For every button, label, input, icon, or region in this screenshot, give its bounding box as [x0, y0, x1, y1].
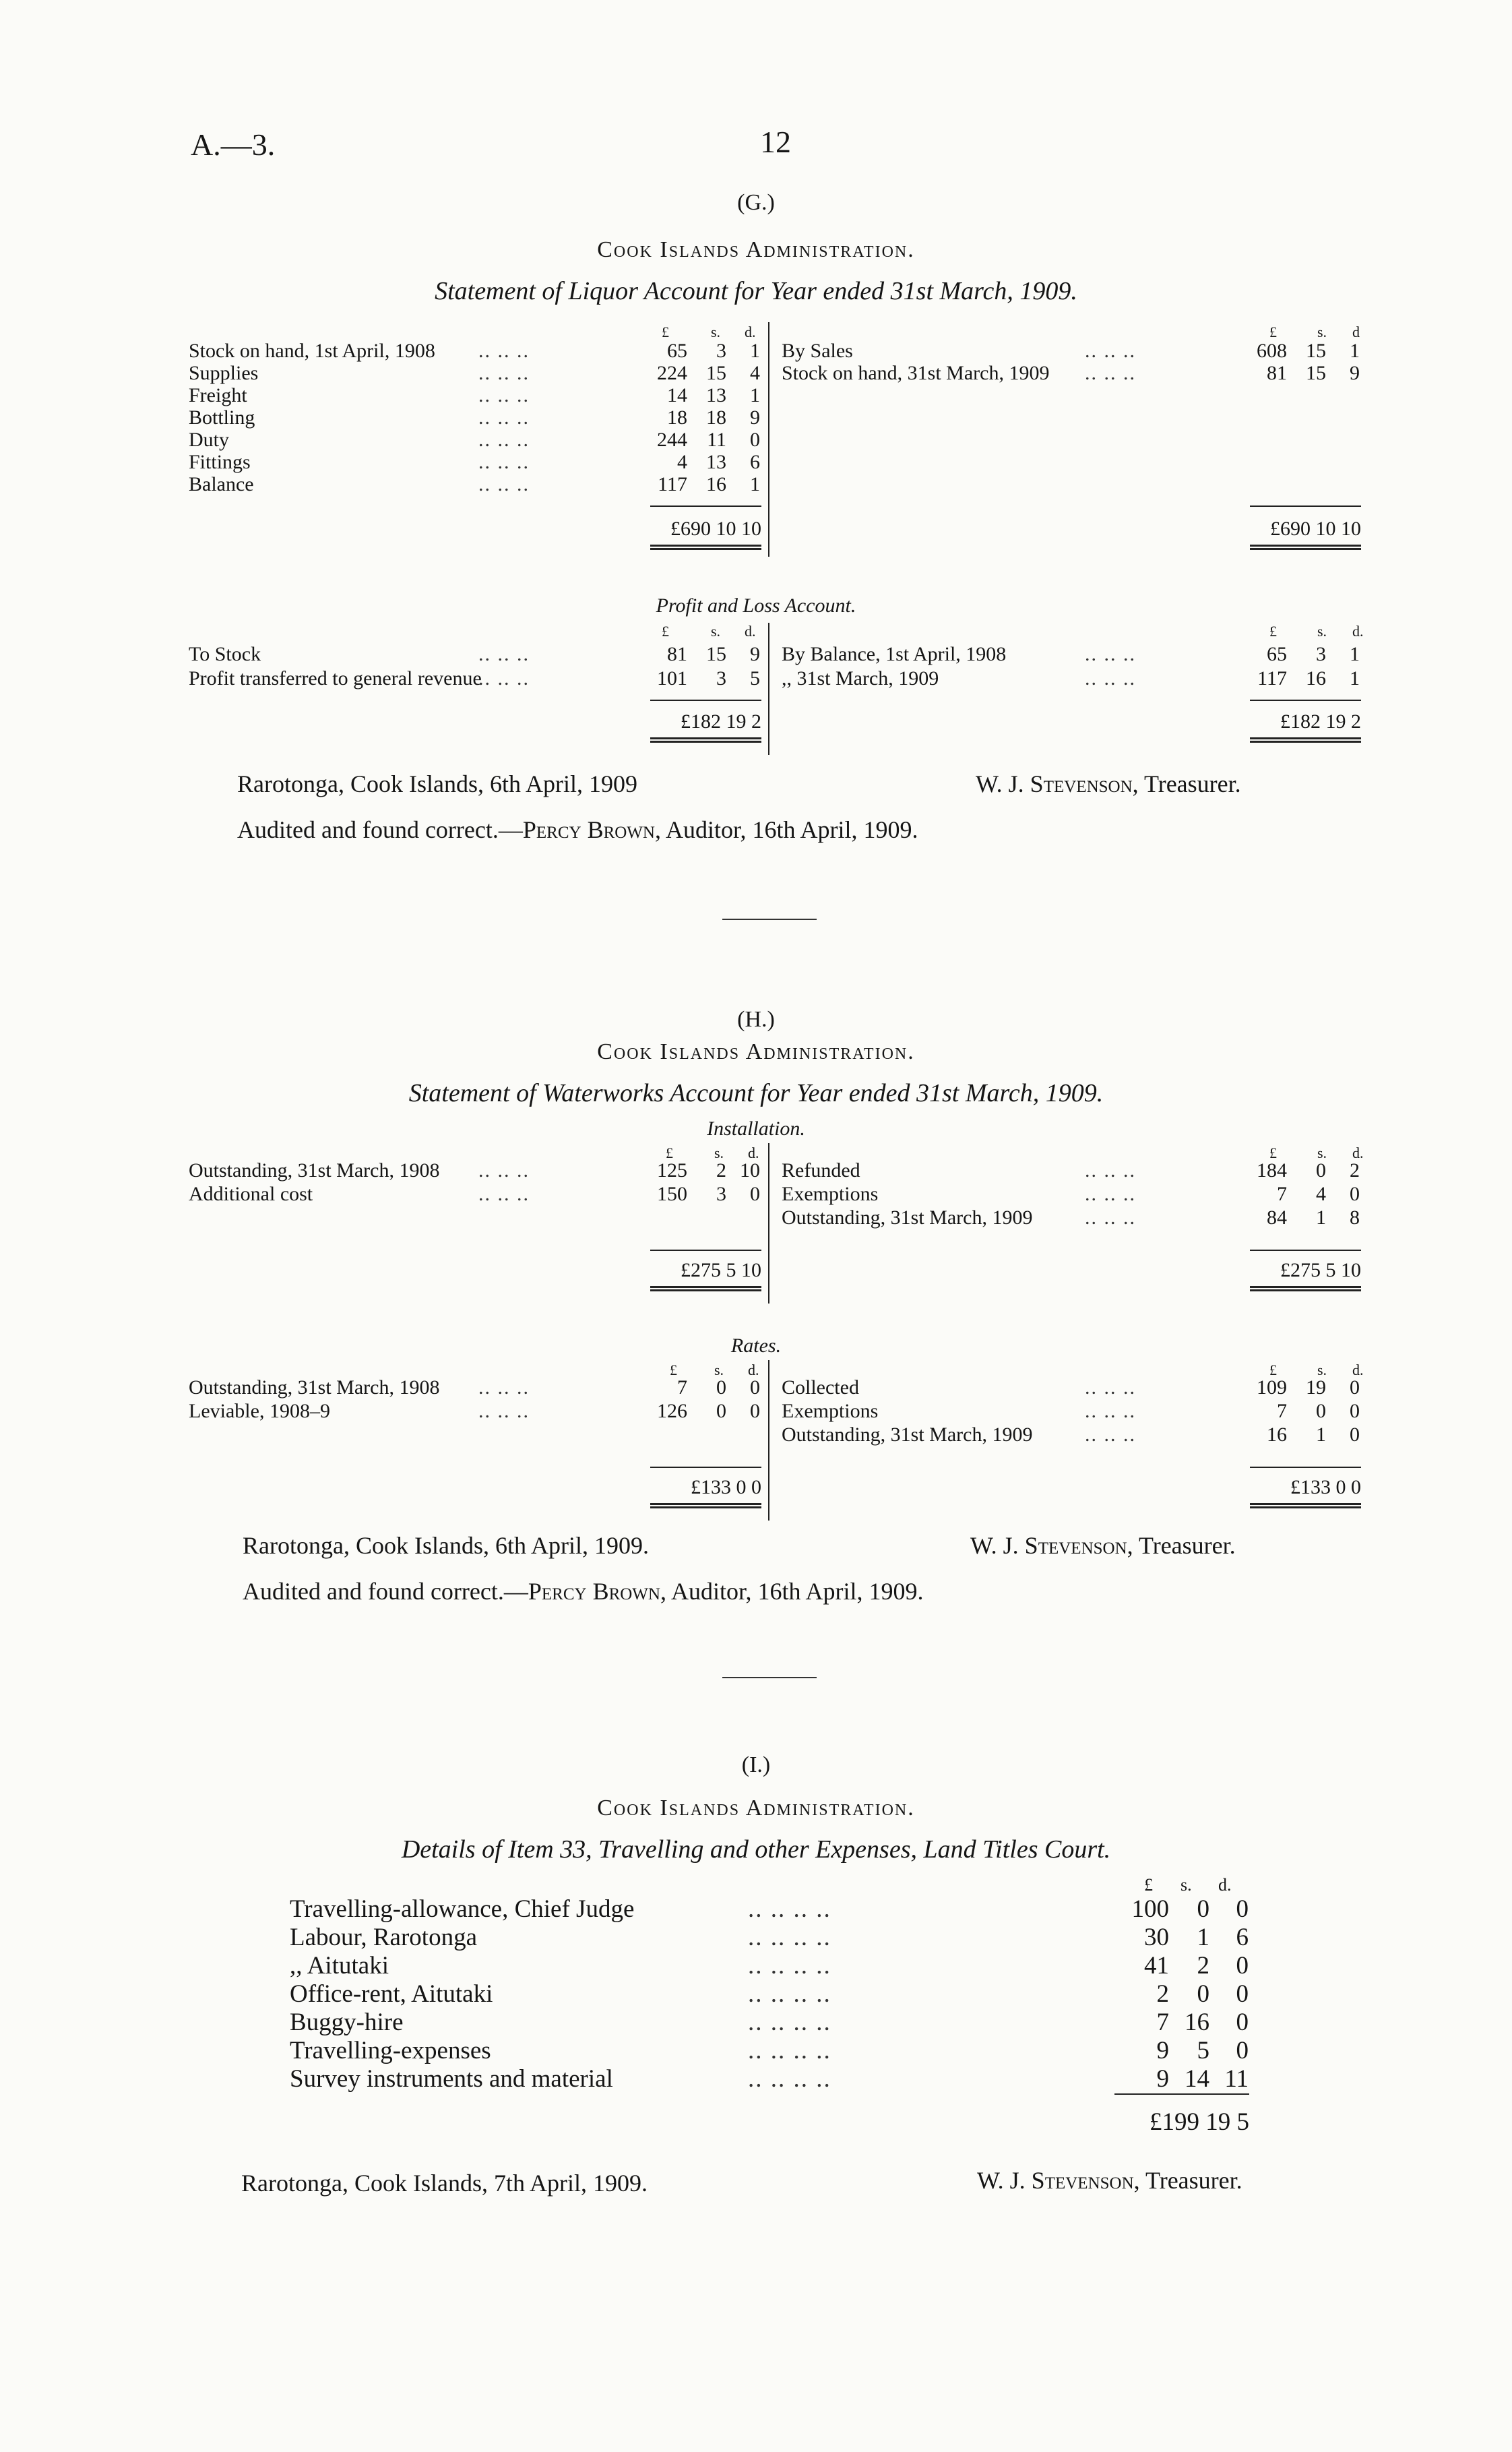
col-header-pence: d.: [745, 623, 756, 640]
entry-label: Buggy-hire: [290, 2009, 404, 2036]
total-rule: [1114, 2093, 1249, 2095]
travelling-expenses-table: [290, 1871, 1273, 2168]
entry-label: Refunded: [782, 1159, 860, 1182]
expense-row: [290, 2065, 1250, 2093]
pounds-value: 224: [657, 362, 687, 384]
travel-total: £199 19 5: [1149, 2108, 1249, 2136]
leader-dots: .. .. ..: [1085, 1183, 1136, 1205]
pence-value: 4: [750, 362, 760, 384]
i-place-date: Rarotonga, Cook Islands, 7th April, 1909.: [241, 2170, 648, 2197]
shillings-value: 2: [1197, 1952, 1209, 1980]
ledger-divider: [768, 322, 769, 557]
shillings-value: 3: [716, 667, 726, 689]
entry-label: ,, 31st March, 1909: [782, 667, 939, 689]
ledger-row: [189, 406, 761, 429]
col-header-pence: d.: [1218, 1875, 1232, 1895]
pence-value: 0: [750, 1183, 760, 1205]
pounds-value: 16: [1267, 1423, 1287, 1446]
col-header-pounds: £: [1269, 623, 1277, 640]
h-signature: [970, 1531, 1236, 1560]
col-header-pounds: £: [1269, 1361, 1277, 1378]
leader-dots: .. .. .. ..: [748, 2065, 831, 2093]
leader-dots: .. .. ..: [1085, 643, 1136, 665]
shillings-value: 15: [706, 362, 726, 384]
ledger-row: [189, 667, 761, 690]
leader-dots: .. .. .. ..: [748, 2009, 831, 2036]
pl-total-left: £182 19 2: [681, 710, 761, 733]
shillings-value: 13: [706, 384, 726, 406]
pounds-value: 41: [1144, 1952, 1169, 1980]
entry-label: Survey instruments and material: [290, 2065, 613, 2093]
entry-label: Outstanding, 31st March, 1908: [189, 1376, 440, 1399]
pence-value: 1: [750, 340, 760, 362]
entry-label: Supplies: [189, 362, 259, 384]
ledger-row: [782, 1400, 1361, 1423]
section-h-title: Statement of Waterworks Account for Year ended 31st March, 1909.: [408, 1079, 1104, 1107]
shillings-value: 16: [1185, 2009, 1209, 2036]
g-audit-line: [237, 816, 918, 844]
h-role: , Treasurer.: [1127, 1532, 1236, 1559]
total-rule: [1250, 1467, 1361, 1468]
pounds-value: 7: [677, 1376, 687, 1399]
ledger-row: [782, 667, 1361, 690]
pence-value: 0: [750, 1376, 760, 1399]
ledger-row: [782, 362, 1361, 385]
pence-value: 0: [1350, 1423, 1360, 1446]
entry-label: Stock on hand, 1st April, 1908: [189, 340, 435, 362]
leader-dots: .. .. .. ..: [748, 1980, 831, 2008]
pounds-value: 81: [1267, 362, 1287, 384]
rates-title: Rates.: [730, 1335, 782, 1357]
shillings-value: 0: [1316, 1400, 1326, 1422]
pounds-value: 117: [658, 473, 687, 495]
pence-value: 0: [1236, 1980, 1249, 2008]
entry-label: By Balance, 1st April, 1908: [782, 643, 1007, 665]
col-header-pounds: £: [670, 1361, 677, 1378]
total-double-rule: [1250, 737, 1361, 743]
installation-title: Installation.: [707, 1117, 805, 1140]
expense-row: [290, 1895, 1250, 1924]
total-rule: [1250, 505, 1361, 507]
total-double-rule: [1250, 1503, 1361, 1508]
pounds-value: 608: [1257, 340, 1287, 362]
g-place-date: Rarotonga, Cook Islands, 6th April, 1909: [237, 770, 637, 797]
i-signature: [977, 2166, 1242, 2195]
rates-total-right: £133 0 0: [1290, 1476, 1361, 1498]
entry-label: Exemptions: [782, 1400, 879, 1422]
leader-dots: .. .. .. ..: [748, 2037, 831, 2064]
shillings-value: 2: [716, 1159, 726, 1182]
ledger-row: [189, 1400, 761, 1423]
inst-total-right: £275 5 10: [1280, 1259, 1361, 1281]
ledger-row: [189, 1183, 761, 1206]
ledger-row: [189, 384, 761, 407]
pounds-value: 100: [1131, 1895, 1169, 1923]
shillings-value: 3: [716, 1183, 726, 1205]
entry-label: Outstanding, 31st March, 1909: [782, 1423, 1033, 1446]
section-separator: [722, 919, 817, 920]
pence-value: 0: [1350, 1183, 1360, 1205]
section-separator: [722, 1677, 817, 1678]
pence-value: 6: [750, 451, 760, 473]
h-audit-prefix: Audited and found correct.—: [243, 1578, 528, 1605]
liquor-total-right: £690 10 10: [1270, 518, 1361, 540]
shillings-value: 19: [1306, 1376, 1326, 1399]
entry-label: By Sales: [782, 340, 853, 362]
pounds-value: 2: [1156, 1980, 1169, 2008]
col-header-shillings: s.: [711, 623, 721, 640]
shillings-value: 14: [1185, 2065, 1209, 2093]
pounds-value: 65: [1267, 643, 1287, 665]
shillings-value: 1: [1316, 1423, 1326, 1446]
pence-value: 0: [1236, 1952, 1249, 1980]
col-header-pence: d.: [1352, 1361, 1364, 1378]
pence-value: 10: [740, 1159, 760, 1182]
expense-row: [290, 2037, 1250, 2065]
ledger-row: [782, 1183, 1361, 1206]
h-audit-suffix: , Auditor, 16th April, 1909.: [660, 1578, 924, 1605]
ledger-row: [782, 1376, 1361, 1399]
section-g-title: Statement of Liquor Account for Year ended 31st March, 1909.: [435, 277, 1077, 305]
entry-label: Stock on hand, 31st March, 1909: [782, 362, 1050, 384]
shillings-value: 0: [1197, 1895, 1209, 1923]
pence-value: 5: [750, 667, 760, 689]
pounds-value: 81: [667, 643, 687, 665]
leader-dots: .. .. ..: [1085, 667, 1136, 689]
pence-value: 11: [1224, 2065, 1249, 2093]
pence-value: 6: [1236, 1924, 1249, 1951]
shillings-value: 18: [706, 406, 726, 429]
shillings-value: 5: [1197, 2037, 1209, 2064]
pounds-value: 125: [657, 1159, 687, 1182]
col-header-pounds: £: [662, 623, 669, 640]
col-header-pence: d.: [748, 1361, 759, 1378]
total-double-rule: [650, 1503, 761, 1508]
leader-dots: .. .. ..: [478, 362, 530, 384]
total-double-rule: [650, 545, 761, 550]
section-g-letter: (G.): [737, 190, 775, 215]
entry-label: Collected: [782, 1376, 859, 1399]
i-signatory: W. J. Stevenson: [977, 2167, 1134, 2194]
leader-dots: .. .. ..: [1085, 1400, 1136, 1422]
pounds-value: 7: [1156, 2009, 1169, 2036]
col-header-shillings: s.: [1317, 324, 1327, 340]
leader-dots: .. .. ..: [478, 451, 530, 473]
entry-label: Additional cost: [189, 1183, 313, 1205]
col-header-pounds: £: [662, 324, 669, 340]
leader-dots: .. .. ..: [1085, 1376, 1136, 1399]
leader-dots: .. .. ..: [1085, 362, 1136, 384]
shillings-value: 4: [1316, 1183, 1326, 1205]
pence-value: 0: [750, 1400, 760, 1422]
shillings-value: 0: [1197, 1980, 1209, 2008]
g-role: , Treasurer.: [1132, 770, 1241, 797]
ledger-row: [189, 1376, 761, 1399]
expense-row: [290, 1924, 1250, 1952]
entry-label: Bottling: [189, 406, 255, 429]
leader-dots: .. .. ..: [1085, 1206, 1136, 1229]
i-role: , Treasurer.: [1133, 2167, 1242, 2194]
leader-dots: .. .. ..: [478, 384, 530, 406]
leader-dots: .. .. ..: [1085, 340, 1136, 362]
pounds-value: 184: [1257, 1159, 1287, 1182]
pence-value: 1: [1350, 340, 1360, 362]
profit-loss-ledger: [189, 620, 1364, 762]
liquor-total-left: £690 10 10: [670, 518, 761, 540]
pence-value: 1: [1350, 643, 1360, 665]
pounds-value: 30: [1144, 1924, 1169, 1951]
profit-loss-title: Profit and Loss Account.: [656, 594, 856, 617]
pounds-value: 9: [1156, 2037, 1169, 2064]
pence-value: 9: [750, 643, 760, 665]
pence-value: 2: [1350, 1159, 1360, 1182]
liquor-account-ledger: [189, 317, 1361, 600]
g-audit-suffix: , Auditor, 16th April, 1909.: [654, 816, 918, 843]
shillings-value: 3: [716, 340, 726, 362]
rates-ledger: [189, 1356, 1364, 1531]
pence-value: 9: [1350, 362, 1360, 384]
total-double-rule: [650, 737, 761, 743]
col-header-pounds: £: [666, 1144, 673, 1161]
col-header-shillings: s.: [1317, 623, 1327, 640]
entry-label: Profit transferred to general revenue: [189, 667, 482, 689]
leader-dots: .. .. ..: [478, 1183, 530, 1205]
ledger-divider: [768, 1360, 769, 1521]
col-header-shillings: s.: [711, 324, 721, 340]
pounds-value: 14: [667, 384, 687, 406]
ledger-row: [189, 643, 761, 666]
h-audit-line: [243, 1577, 924, 1605]
expense-row: [290, 1980, 1250, 2009]
pounds-value: 244: [657, 429, 687, 451]
h-signatory: W. J. Stevenson: [970, 1532, 1127, 1559]
leader-dots: .. .. ..: [1085, 1159, 1136, 1182]
installation-ledger: [189, 1139, 1364, 1314]
col-header-pence: d.: [1352, 1144, 1364, 1161]
ledger-row: [782, 340, 1361, 363]
shillings-value: 0: [1316, 1159, 1326, 1182]
pence-value: 9: [750, 406, 760, 429]
leader-dots: .. .. ..: [478, 406, 530, 429]
h-auditor: Percy Brown: [528, 1578, 660, 1605]
total-rule: [650, 700, 761, 701]
shillings-value: 15: [1306, 362, 1326, 384]
leader-dots: .. .. ..: [478, 1400, 530, 1422]
pounds-value: 109: [1257, 1376, 1287, 1399]
pounds-value: 18: [667, 406, 687, 429]
pence-value: 0: [1236, 1895, 1249, 1923]
shillings-value: 0: [716, 1400, 726, 1422]
shillings-value: 1: [1316, 1206, 1326, 1229]
col-header-shillings: s.: [1317, 1144, 1327, 1161]
shillings-value: 16: [1306, 667, 1326, 689]
ledger-row: [189, 362, 761, 385]
pounds-value: 117: [1257, 667, 1287, 689]
expense-row: [290, 1952, 1250, 1980]
leader-dots: .. .. .. ..: [748, 1952, 831, 1980]
pence-value: 0: [1350, 1376, 1360, 1399]
pence-value: 0: [1236, 2037, 1249, 2064]
col-header-shillings: s.: [1180, 1875, 1192, 1895]
leader-dots: .. .. ..: [478, 340, 530, 362]
shillings-value: 11: [707, 429, 726, 451]
total-rule: [1250, 700, 1361, 701]
leader-dots: .. .. ..: [478, 473, 530, 495]
total-rule: [650, 1250, 761, 1251]
pounds-value: 7: [1277, 1183, 1287, 1205]
shillings-value: 3: [1316, 643, 1326, 665]
expense-row: [290, 2009, 1250, 2037]
total-double-rule: [1250, 1286, 1361, 1291]
col-header-pence: d.: [745, 324, 756, 340]
pounds-value: 4: [677, 451, 687, 473]
pounds-value: 101: [657, 667, 687, 689]
entry-label: Office-rent, Aitutaki: [290, 1980, 493, 2008]
total-double-rule: [650, 1286, 761, 1291]
document-reference: A.—3.: [191, 127, 276, 162]
ledger-row: [189, 451, 761, 474]
pence-value: 1: [750, 473, 760, 495]
g-signature: [976, 770, 1241, 798]
ledger-row: [782, 643, 1361, 666]
ledger-row: [189, 429, 761, 452]
rates-total-left: £133 0 0: [691, 1476, 761, 1498]
g-signatory: W. J. Stevenson: [976, 770, 1133, 797]
entry-label: Leviable, 1908–9: [189, 1400, 330, 1422]
entry-label: Outstanding, 31st March, 1909: [782, 1206, 1033, 1229]
col-header-pounds: £: [1144, 1875, 1153, 1895]
inst-total-left: £275 5 10: [681, 1259, 761, 1281]
col-header-pence: d.: [1352, 623, 1364, 640]
pounds-value: 84: [1267, 1206, 1287, 1229]
entry-label: ,, Aitutaki: [290, 1952, 389, 1980]
entry-label: Exemptions: [782, 1183, 879, 1205]
g-auditor: Percy Brown: [522, 816, 655, 843]
section-g-heading: Cook Islands Administration.: [597, 237, 915, 262]
ledger-row: [189, 340, 761, 363]
leader-dots: .. .. .. ..: [748, 1895, 831, 1923]
pence-value: 0: [1236, 2009, 1249, 2036]
total-rule: [650, 1467, 761, 1468]
leader-dots: .. .. ..: [1085, 1423, 1136, 1446]
col-header-pence: d.: [748, 1144, 759, 1161]
ledger-row: [782, 1159, 1361, 1182]
col-header-shillings: s.: [1317, 1361, 1327, 1378]
leader-dots: .. .. ..: [478, 1159, 530, 1182]
section-i-heading: Cook Islands Administration.: [597, 1796, 915, 1820]
shillings-value: 15: [1306, 340, 1326, 362]
entry-label: To Stock: [189, 643, 261, 665]
pence-value: 0: [1350, 1400, 1360, 1422]
pence-value: 8: [1350, 1206, 1360, 1229]
pence-value: 0: [750, 429, 760, 451]
ledger-row: [782, 1206, 1361, 1229]
pounds-value: 126: [657, 1400, 687, 1422]
entry-label: Balance: [189, 473, 254, 495]
shillings-value: 0: [716, 1376, 726, 1399]
entry-label: Labour, Rarotonga: [290, 1924, 477, 1951]
ledger-divider: [768, 623, 769, 755]
total-rule: [650, 505, 761, 507]
entry-label: Travelling-allowance, Chief Judge: [290, 1895, 635, 1923]
pence-value: 1: [750, 384, 760, 406]
entry-label: Duty: [189, 429, 229, 451]
entry-label: Freight: [189, 384, 247, 406]
section-i-letter: (I.): [741, 1752, 771, 1777]
shillings-value: 1: [1197, 1924, 1209, 1951]
pence-value: 1: [1350, 667, 1360, 689]
leader-dots: .. .. ..: [478, 643, 530, 665]
shillings-value: 16: [706, 473, 726, 495]
col-header-pounds: £: [1269, 324, 1277, 340]
col-header-pence: d: [1352, 324, 1360, 340]
total-rule: [1250, 1250, 1361, 1251]
section-h-letter: (H.): [737, 1007, 775, 1032]
ledger-divider: [768, 1143, 769, 1304]
shillings-value: 13: [706, 451, 726, 473]
g-audit-prefix: Audited and found correct.—: [237, 816, 523, 843]
col-header-shillings: s.: [714, 1361, 724, 1378]
ledger-row: [189, 473, 761, 496]
section-i-title: Details of Item 33, Travelling and other Expenses, Land Titles Court.: [401, 1835, 1111, 1864]
h-place-date: Rarotonga, Cook Islands, 6th April, 1909.: [243, 1532, 649, 1559]
section-h-heading: Cook Islands Administration.: [597, 1039, 915, 1064]
entry-label: Fittings: [189, 451, 251, 473]
entry-label: Travelling-expenses: [290, 2037, 491, 2064]
pounds-value: 7: [1277, 1400, 1287, 1422]
pounds-value: 150: [657, 1183, 687, 1205]
shillings-value: 15: [706, 643, 726, 665]
leader-dots: .. .. ..: [478, 667, 530, 689]
pounds-value: 65: [667, 340, 687, 362]
ledger-row: [782, 1423, 1361, 1446]
entry-label: Outstanding, 31st March, 1908: [189, 1159, 440, 1182]
leader-dots: .. .. ..: [478, 429, 530, 451]
col-header-pounds: £: [1269, 1144, 1277, 1161]
col-header-shillings: s.: [714, 1144, 724, 1161]
pounds-value: 9: [1156, 2065, 1169, 2093]
pl-total-right: £182 19 2: [1280, 710, 1361, 733]
page-number: 12: [760, 125, 791, 159]
leader-dots: .. .. .. ..: [748, 1924, 831, 1951]
ledger-row: [189, 1159, 761, 1182]
leader-dots: .. .. ..: [478, 1376, 530, 1399]
total-double-rule: [1250, 545, 1361, 550]
